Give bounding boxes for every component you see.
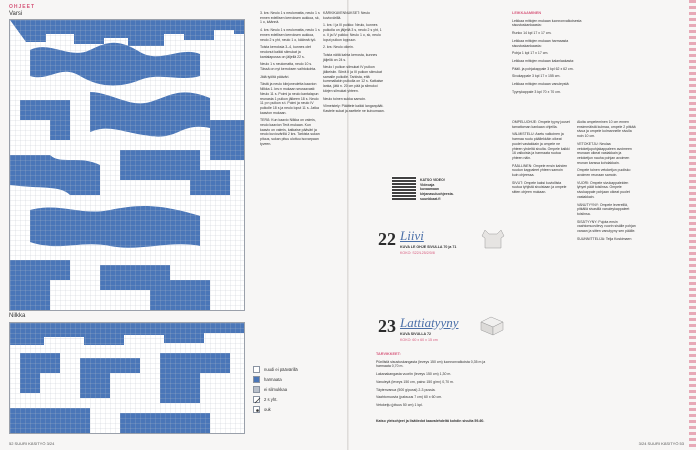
- page-edge-stripes: [689, 0, 696, 450]
- legend-swatch: [253, 386, 260, 393]
- varsi-chart: [9, 19, 245, 311]
- project-title-22: Liivi: [400, 228, 424, 243]
- varsi-label: Varsi: [9, 11, 23, 17]
- instructions-col3b: OMPELUOHJE: Ompele tyyny jouset tamattoman kankaan ohjeilla. VALMISTELU: Asetu valkoinen ja harmaa ruutu päällekkäin oikeat puolet vastakkain ja ompele ne yhteen yhdeltä sivulta. Ompele kaikki 16 valkoista ja harmaata ruutua yhteen näin. PÄÄLLINEN: Ompele ensin kahden ruudun kappaleet yhteen samoin kuin ohjeessa. SIVUT: Ompele kaksi kuviollista ruutua tyhjistä sivuistaan ja ompele sitten ohjeen mukaan.: [512, 120, 570, 195]
- page-number-right: 3/24 SUURI KÄSITYÖ 53: [638, 441, 684, 446]
- nilkka-pattern: [10, 323, 244, 433]
- legend-item: 2 s yht.: [253, 394, 298, 404]
- project-sub-22: KUVA LE OHJE SIVULLA 70 ja 71: [400, 245, 457, 249]
- cushion-illustration: [478, 314, 506, 336]
- legend-item: ouk: [253, 404, 298, 414]
- page-number-left: 52 SUURI KÄSITYÖ 3/24: [9, 441, 55, 446]
- vest-illustration: [480, 228, 506, 250]
- project-code-23: KOKO: 60 x 60 x 15 cm: [400, 338, 438, 342]
- section-tag: OHJEET: [9, 4, 36, 10]
- project-title-23: Lattiatyyny: [400, 315, 459, 330]
- video-promo: KATSO VIDEO! Videoaja kuvaamaan kirjanasuluohjeesta. suunkkaat.fi: [420, 178, 454, 201]
- project-number-22: 22: [378, 229, 396, 249]
- nilkka-chart: [9, 322, 245, 434]
- chart-legend: [253, 364, 298, 414]
- legend-item: ei silmukkaa: [253, 384, 298, 394]
- instructions-col1: 3. krs: Neulo 1 s neulomatta, neulo 1 s ennen edellisen kerroksen aukkoa, sk, 1 o, käännä. 4. krs: Neulo 1 s neulomatta, neulo 1 s ennen edellisen kerroksen aukkoa, neulo 2 s yht, neulo 1 o, käännä työ. Toista kerroksia 3–4, kunnes olet neulonut kaikki silmukat ja kantalapussa on jäljellä 22 s. Neulo 1 s neulomatta, neulo 10 s. Tässä on nyt kerroksen vaihtokohta. Jätä työltä pääväri. Tästä ja neulo kiinjoneuletta kaavion Nilkka 1. krs:n mukaan seuraavasti: Neulo 11 s. Poimi ja neulo kantalapun reunasta 1 puikon jälkeen 18 s. Neulo 11 p:n puikon s:t. Poimi ja neulo IV puikolle 18 s ja neulo loput 11 s. Jatka kaavion mukaan. TERÄ: Kun kaavio Nilkka on valmis, neulo kaavion Terä mukaan. Kun kaavio on valmis, katkaise pääväri ja neulo kuviovärillä 2 krs. Tarkista sukan pituus, sukan pituu ulottuu isovarpaan tyveen.: [260, 11, 320, 146]
- project-code-22: KOKO: S22/L25/2/0/8: [400, 251, 435, 255]
- nilkka-label: Nilkka: [9, 313, 26, 319]
- general-instructions-note: Katso yleisohjeet ja lisätiedot kaavalehdeltä kohdin sivulta 59-60.: [376, 419, 485, 423]
- qr-code-icon[interactable]: [392, 176, 416, 200]
- instructions-col3: LEIKKAAMINEN Leikkaa mittojen mukaan luonnonvalkoisesta sisustuskankaasta: Runko 14 kpl 17 x 17 cm. Leikkaa mittojen mukaan harmaasta sisustuskankaasta: Pohja 1 kpl 17 x 17 cm. Leikkaa mittojen mukaan kalanlaakasta: Pääll. ja pohjakappale 3 kpl 62 x 62 cm. Sivukappale 3 kpl 17 x 155 cm. Leikkaa mittojen mukaan vanuleystä: Tyynykappale 3 kpl 70 x 70 cm.: [512, 11, 582, 94]
- project-sub-23: KUVA SIVULLA 72: [400, 332, 432, 336]
- legend-item: harmaata: [253, 374, 298, 384]
- legend-item: nuudi ei päävärillä: [253, 364, 298, 374]
- varsi-pattern: [10, 20, 244, 310]
- project-number-23: 23: [378, 316, 396, 336]
- legend-swatch: [253, 366, 260, 373]
- legend-slash-icon: [253, 396, 260, 403]
- legend-swatch: [253, 376, 260, 383]
- instructions-col2: KÄRKIKAVENNUKSET: Neulo kuviovärillä. 1. krs: I ja III puikko: Neulo, kunnes puikolla on jäljellä 3 s, neulo 2 s yht, 1 o. II ja IV puikko: Neulo 1 o, sk, neulo loput puikon loppuun. 2. krs: Neulo oikein. Toista näitä kahta kerrosta, kunnes jäljellä on 24 s. Neulo I puikon silmukat IV puikon jälkeisiin. Siirrä II ja III puikon silmukat samalle puikolle. Tarkista, että kummallakin puikolla on 12 s. Katkaise lanka, jätä n. 20 cm pää ja silmukoi kärjen silmukat yhteen. Neulo toinen sukka samoin. Viimeistely: Päättele kaikki langanpäät. Kastele sukat ja asettele ne kuivumaan.: [323, 11, 385, 113]
- instructions-col4: Aloita ompeleminen 10 cm ennen ensimmäistä kulmaa, ompele 2 pitkää sivua ja ompele kolmannelle sivulla noin 10 cm. VETOKETJU: Neulaa vetoketjupohjakappaleen avoimeen reunaan oikeat vastakkain ja vetoketjun nauha pohjan avoimen reunan kanssa kohdakkain. Ompele toinen vetoketjun puolisko avoimen reunaan samoin. VUORI: Ompele sivukappaleiden lyhyet päät toisiinsa. Ompele sivukappale pohjaan oikeat puolet vastakkain. VANUTYYNY: Ompele levereillä, pitkällä sivasillä vanuleykappaleet toisiinsa. SISÄTYYNY: Pujota ensin vaahtomuovilevy vuorin sisälle pohjan varaan ja sitten vanutyyny sen päälle. SUUNNITTELIJA: Telja Koskimaen: [577, 120, 636, 241]
- materials-list: TARVIKKEET: Pünilistä sisustuskangasta (leveys 150 cm) luonnonvalkoista 0,35 m ja harmaata 0,70 m. Lakanakangasta vuoriin (leveys 150 cm) 1,30 m. Vanuleyä (leveys 150 cm, paino 150 g/m²) 0,70 m. Täytenvanua (500 g/pussi) 2-3 pussia. Vaahtomuovia (paksuus 7 cm) 60 x 60 cm. Vetoketju (pituus 50 cm) 1 kpl.: [376, 352, 486, 407]
- legend-dot-icon: [253, 406, 260, 413]
